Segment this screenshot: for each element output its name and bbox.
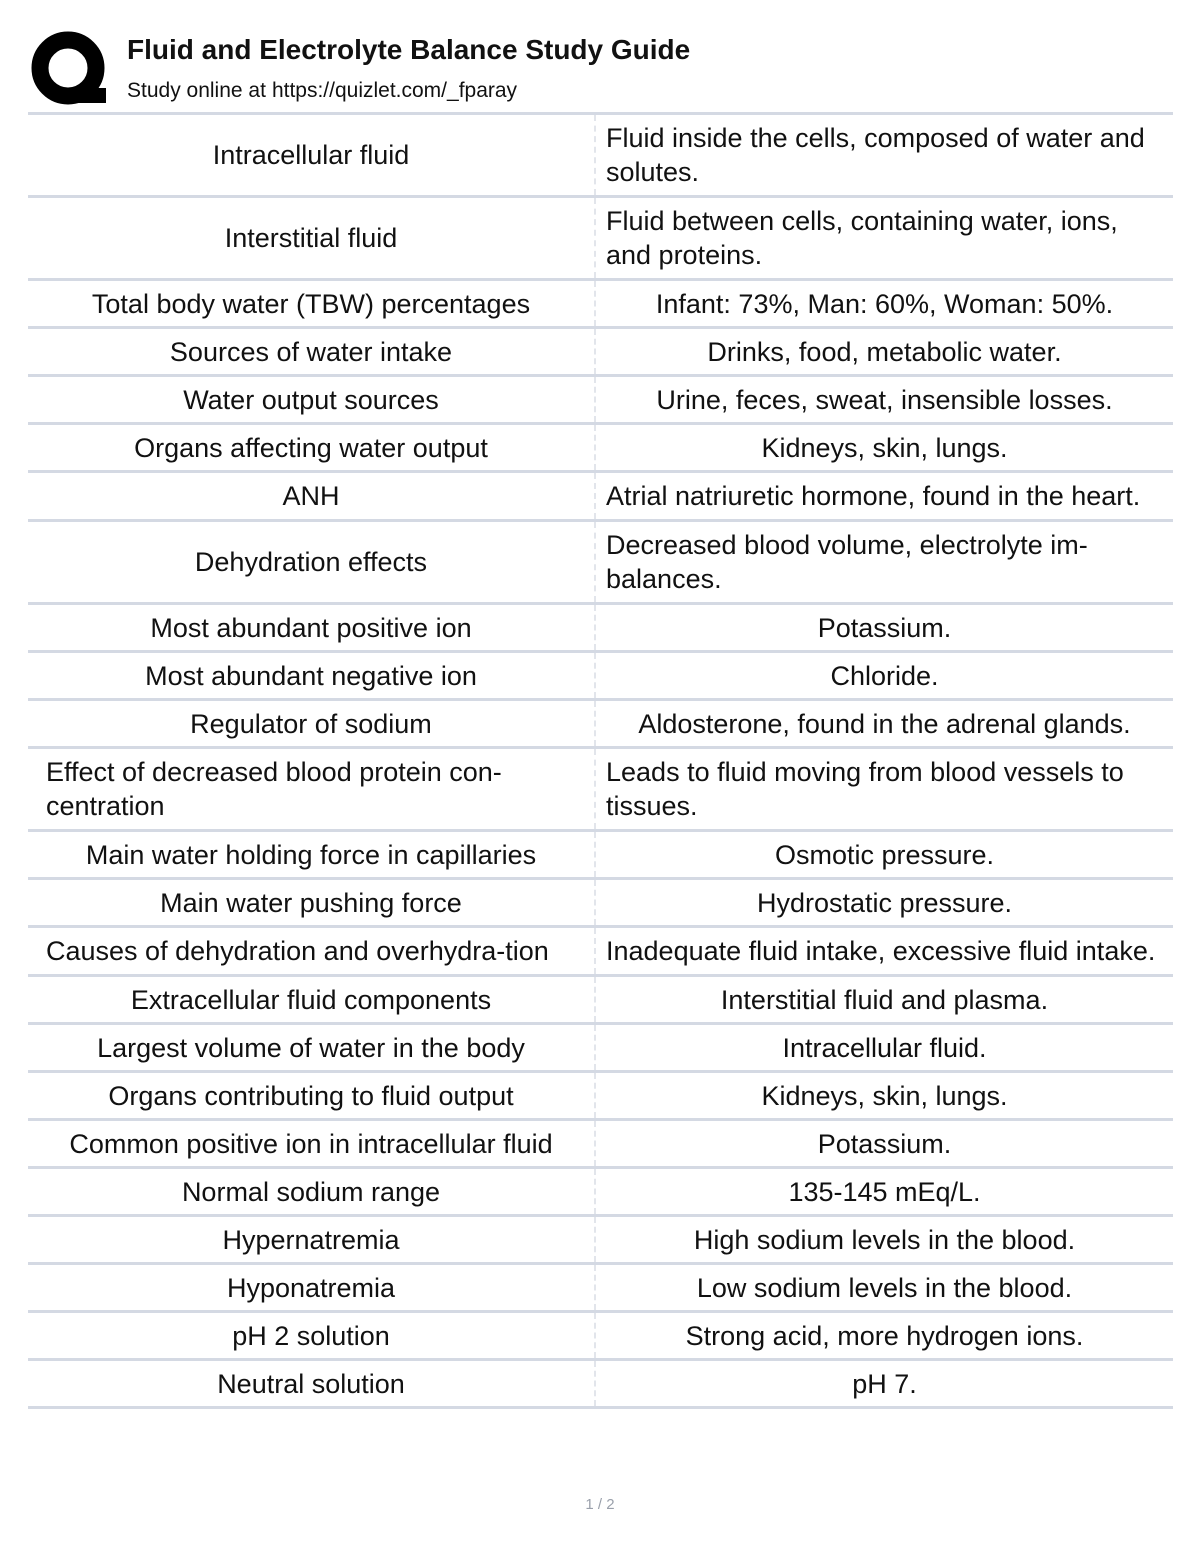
definition-cell: Strong acid, more hydrogen ions. (685, 1320, 1084, 1351)
table-row (28, 928, 1173, 977)
definition-cell: High sodium levels in the blood. (693, 1224, 1076, 1255)
table-row (28, 1073, 1173, 1121)
term-cell: Most abundant positive ion (28, 605, 596, 650)
definition-cell: Kidneys, skin, lungs. (761, 1080, 1008, 1111)
definition-cell: Potassium. (817, 612, 952, 643)
definition-cell: Hydrostatic pressure. (756, 887, 1013, 918)
table-row (28, 1361, 1173, 1409)
term-cell: Largest volume of water in the body (28, 1025, 596, 1070)
table-row (28, 1313, 1173, 1361)
table-row (28, 1025, 1173, 1073)
table-row (28, 701, 1173, 749)
table-row (28, 425, 1173, 473)
table-row (28, 473, 1173, 522)
table-row (28, 1265, 1173, 1313)
term-cell: Common positive ion in intracellular fluid (28, 1121, 596, 1166)
table-row (28, 198, 1173, 281)
subtitle-prefix: Study online at (127, 79, 266, 102)
term-cell: Causes of dehydration and overhydra-tion (28, 928, 596, 974)
table-row (28, 653, 1173, 701)
table-row (28, 1169, 1173, 1217)
definition-cell: Low sodium levels in the blood. (696, 1272, 1073, 1303)
term-cell: Main water holding force in capillaries (28, 832, 596, 877)
table-row (28, 329, 1173, 377)
flashcard-table (28, 112, 1173, 1409)
definition-cell: 135-145 mEq/L. (788, 1176, 981, 1207)
term-cell: Intracellular fluid (28, 115, 596, 195)
table-row (28, 377, 1173, 425)
table-row (28, 832, 1173, 880)
term-cell: Water output sources (28, 377, 596, 422)
table-row (28, 522, 1173, 605)
term-cell: Neutral solution (28, 1361, 596, 1406)
definition-cell: Fluid inside the cells, composed of water and solutes. (606, 123, 1145, 187)
definition-cell: Chloride. (830, 660, 939, 691)
table-row (28, 749, 1173, 832)
definition-cell: Decreased blood volume, electrolyte im-balances. (606, 530, 1088, 594)
term-cell: Total body water (TBW) percentages (28, 281, 596, 326)
definition-cell: Intracellular fluid. (782, 1032, 987, 1063)
definition-cell: Kidneys, skin, lungs. (761, 432, 1008, 463)
term-cell: Hyponatremia (28, 1265, 596, 1310)
definition-cell: Urine, feces, sweat, insensible losses. (656, 384, 1113, 415)
term-cell: Sources of water intake (28, 329, 596, 374)
term-cell: pH 2 solution (28, 1313, 596, 1358)
term-cell: Organs contributing to fluid output (28, 1073, 596, 1118)
definition-cell: Leads to fluid moving from blood vessels to tissues. (606, 757, 1124, 821)
definition-cell: Potassium. (817, 1128, 952, 1159)
definition-cell: Drinks, food, metabolic water. (707, 336, 1062, 367)
page-subtitle (127, 79, 517, 103)
study-url-link[interactable]: https://quizlet.com/_fparay (271, 79, 518, 102)
term-cell: Effect of decreased blood protein con-centration (28, 749, 596, 829)
quizlet-q-logo-icon (30, 30, 108, 108)
definition-cell: Inadequate fluid intake, excessive fluid intake. (606, 936, 1156, 966)
term-cell: Dehydration effects (28, 522, 596, 602)
page-number: 1 / 2 (585, 1496, 615, 1513)
table-row (28, 605, 1173, 653)
page-header (30, 28, 1170, 112)
definition-cell: Aldosterone, found in the adrenal glands. (638, 708, 1131, 739)
table-row (28, 1121, 1173, 1169)
term-cell: Normal sodium range (28, 1169, 596, 1214)
table-row (28, 281, 1173, 329)
term-cell: Interstitial fluid (28, 198, 596, 278)
definition-cell: Atrial natriuretic hormone, found in the heart. (606, 481, 1141, 511)
table-row (28, 115, 1173, 198)
term-cell: Extracellular fluid components (28, 977, 596, 1022)
term-cell: Hypernatremia (28, 1217, 596, 1262)
definition-cell: Osmotic pressure. (774, 839, 995, 870)
definition-cell: pH 7. (852, 1368, 917, 1399)
table-row (28, 1217, 1173, 1265)
definition-cell: Infant: 73%, Man: 60%, Woman: 50%. (655, 288, 1114, 319)
term-cell: Regulator of sodium (28, 701, 596, 746)
term-cell: Organs affecting water output (28, 425, 596, 470)
table-row (28, 977, 1173, 1025)
definition-cell: Fluid between cells, containing water, ions, and proteins. (606, 206, 1118, 270)
page-title: Fluid and Electrolyte Balance Study Guide (127, 34, 691, 65)
term-cell: Main water pushing force (28, 880, 596, 925)
term-cell: ANH (28, 473, 596, 519)
term-cell: Most abundant negative ion (28, 653, 596, 698)
definition-cell: Interstitial fluid and plasma. (720, 984, 1049, 1015)
table-row (28, 880, 1173, 928)
